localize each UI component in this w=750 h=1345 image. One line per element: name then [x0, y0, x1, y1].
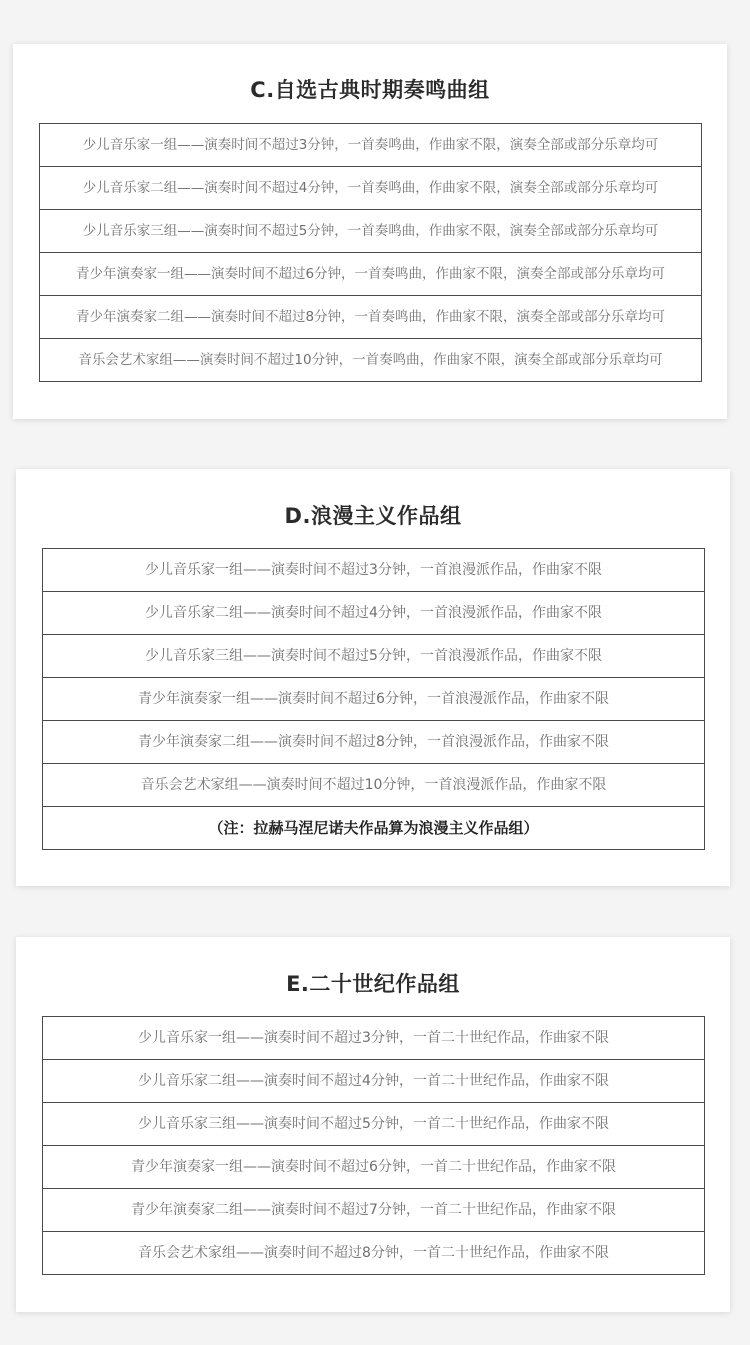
table-row: 青少年演奏家二组——演奏时间不超过8分钟，一首浪漫派作品，作曲家不限 [43, 721, 704, 764]
table-row: 青少年演奏家二组——演奏时间不超过8分钟，一首奏鸣曲，作曲家不限，演奏全部或部分乐章均可 [40, 296, 701, 339]
table-row: 青少年演奏家一组——演奏时间不超过6分钟，一首浪漫派作品，作曲家不限 [43, 678, 704, 721]
table-row: 少儿音乐家二组——演奏时间不超过4分钟，一首二十世纪作品，作曲家不限 [43, 1060, 704, 1103]
table-row: 音乐会艺术家组——演奏时间不超过10分钟，一首奏鸣曲，作曲家不限，演奏全部或部分乐章均可 [78, 352, 663, 368]
table-row: 青少年演奏家一组——演奏时间不超过6分钟，一首奏鸣曲，作曲家不限，演奏全部或部分乐章均可 [40, 253, 701, 296]
table-row: 少儿音乐家一组——演奏时间不超过3分钟，一首浪漫派作品，作曲家不限 [43, 549, 704, 592]
table-row: 少儿音乐家二组——演奏时间不超过4分钟，一首奏鸣曲，作曲家不限，演奏全部或部分乐章均可 [40, 167, 701, 210]
table-row: 音乐会艺术家组——演奏时间不超过10分钟，一首浪漫派作品，作曲家不限 [43, 764, 704, 807]
section-title: C.自选古典时期奏鸣曲组 [250, 78, 490, 102]
table-row: 少儿音乐家一组——演奏时间不超过3分钟，一首二十世纪作品，作曲家不限 [43, 1017, 704, 1060]
table-row: 少儿音乐家三组——演奏时间不超过5分钟，一首奏鸣曲，作曲家不限，演奏全部或部分乐章均可 [40, 210, 701, 253]
table-row: 少儿音乐家三组——演奏时间不超过5分钟，一首浪漫派作品，作曲家不限 [43, 635, 704, 678]
table-row: 少儿音乐家一组——演奏时间不超过3分钟，一首奏鸣曲，作曲家不限，演奏全部或部分乐章均可 [40, 124, 701, 167]
table-row: 青少年演奏家一组——演奏时间不超过6分钟，一首二十世纪作品，作曲家不限 [43, 1146, 704, 1189]
section-title: D.浪漫主义作品组 [284, 504, 462, 528]
rules-table [39, 123, 702, 382]
section-card-e [16, 937, 730, 1312]
rules-table [42, 548, 705, 850]
table-note-row: （注：拉赫马涅尼诺夫作品算为浪漫主义作品组） [208, 819, 539, 837]
table-row: 少儿音乐家二组——演奏时间不超过4分钟，一首浪漫派作品，作曲家不限 [43, 592, 704, 635]
table-row: 少儿音乐家三组——演奏时间不超过5分钟，一首二十世纪作品，作曲家不限 [43, 1103, 704, 1146]
section-card-c [13, 44, 727, 419]
table-row: 青少年演奏家二组——演奏时间不超过7分钟，一首二十世纪作品，作曲家不限 [43, 1189, 704, 1232]
section-title: E.二十世纪作品组 [286, 972, 460, 996]
table-row: 音乐会艺术家组——演奏时间不超过8分钟，一首二十世纪作品，作曲家不限 [138, 1245, 609, 1261]
rules-table [42, 1016, 705, 1275]
section-card-d [16, 469, 730, 886]
